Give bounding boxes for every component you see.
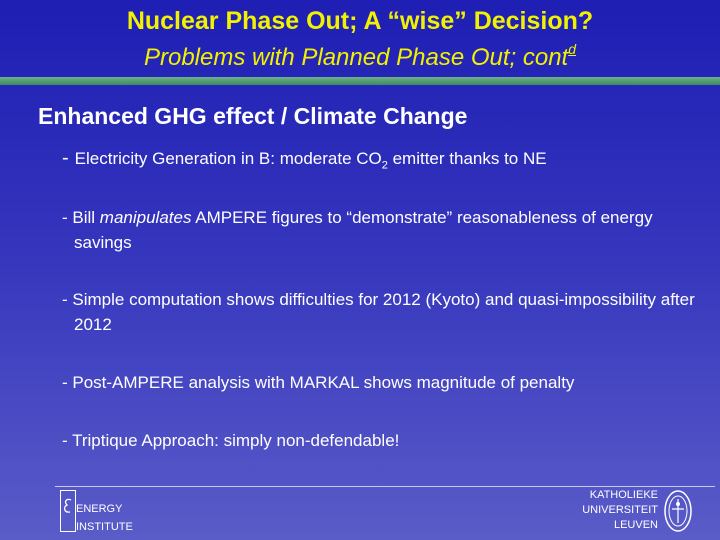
energy-institute-logo bbox=[60, 490, 76, 532]
energy-line-2: INSTITUTE bbox=[76, 521, 133, 533]
list-item: - Triptique Approach: simply non-defendable! bbox=[62, 431, 400, 450]
energy-institute-label bbox=[76, 500, 133, 536]
section-heading: Enhanced GHG effect / Climate Change bbox=[38, 103, 468, 129]
title-line-1: Nuclear Phase Out; A “wise” Decision? bbox=[126, 7, 594, 35]
bullet-dash: - bbox=[62, 147, 69, 169]
slide-title bbox=[0, 6, 720, 73]
energy-line-1: ENERGY bbox=[76, 503, 123, 515]
title-divider bbox=[0, 77, 720, 85]
item-text: AMPERE figures to “demonstrate” reasonableness of energy savings bbox=[74, 208, 653, 252]
main-bullet bbox=[62, 147, 547, 171]
co2-subscript: 2 bbox=[381, 159, 388, 172]
kul-line-1: KATHOLIEKE bbox=[589, 489, 658, 501]
footer-divider bbox=[55, 486, 715, 487]
university-label bbox=[582, 488, 658, 533]
university-seal-icon bbox=[663, 489, 693, 533]
main-bullet-text: Electricity Generation in B: moderate CO bbox=[74, 149, 382, 168]
title-line-2 bbox=[0, 36, 720, 73]
title-superscript: d bbox=[568, 41, 577, 57]
title-line-2-text: Problems with Planned Phase Out; cont bbox=[143, 44, 569, 71]
main-bullet-text-end: emitter thanks to NE bbox=[387, 149, 547, 168]
kul-line-3: LEUVEN bbox=[613, 519, 658, 531]
list-item: - Post-AMPERE analysis with MARKAL shows magnitude of penalty bbox=[62, 373, 575, 392]
list-item bbox=[62, 205, 702, 255]
list-item: - Simple computation shows difficulties for 2012 (Kyoto) and quasi-impossibility after 2012 bbox=[62, 290, 695, 334]
item-emphasis: manipulates bbox=[99, 208, 192, 227]
item-prefix: - Bill bbox=[62, 208, 100, 227]
kul-line-2: UNIVERSITEIT bbox=[582, 504, 658, 516]
